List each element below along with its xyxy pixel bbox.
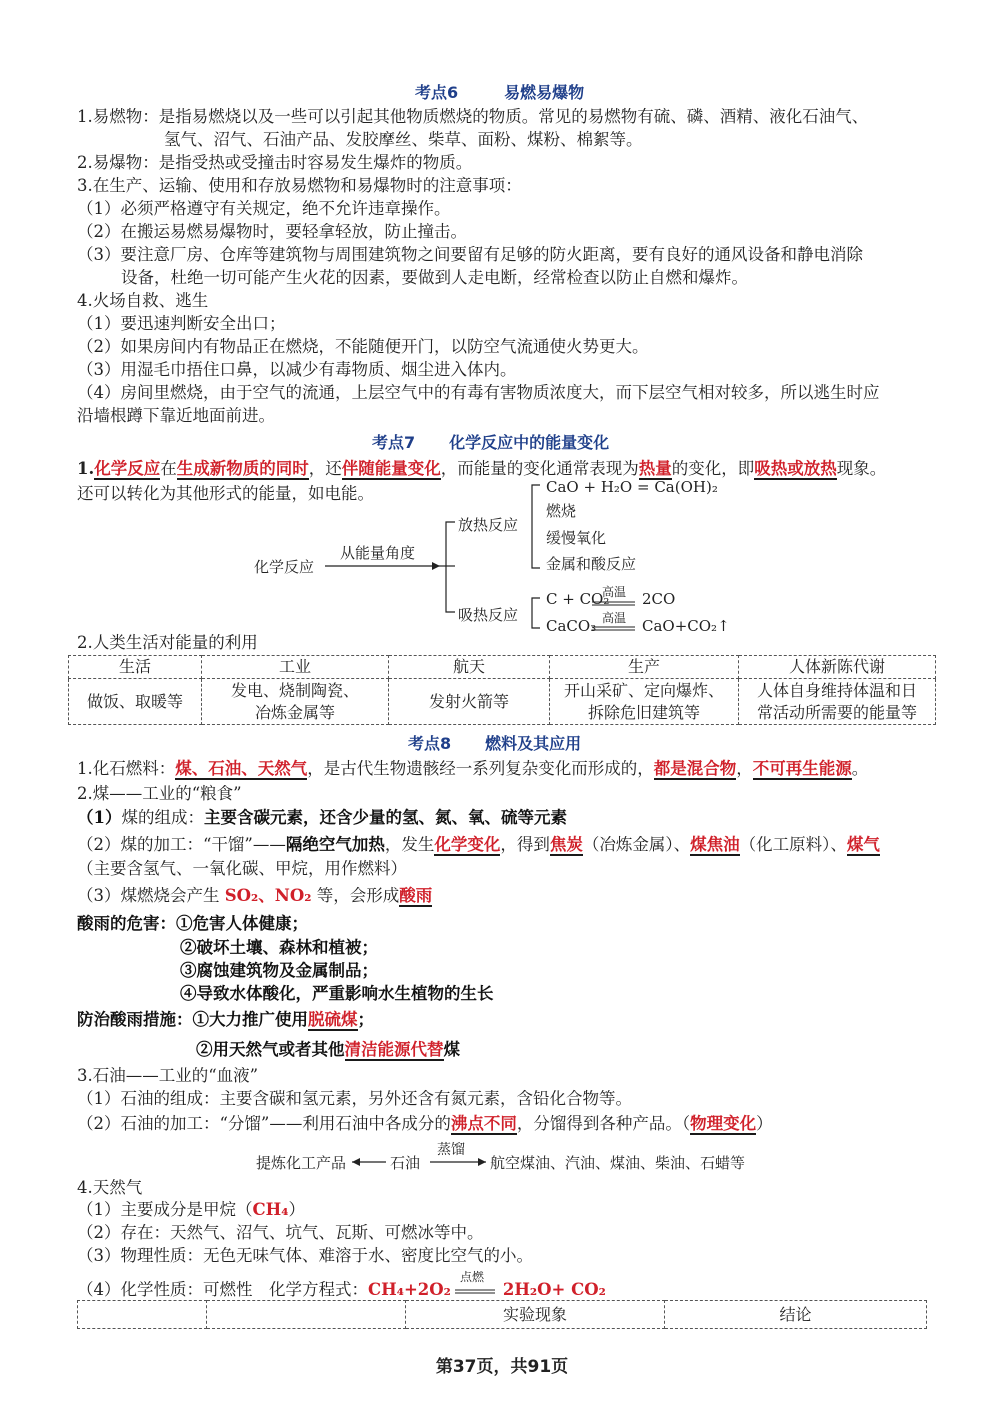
section-title: 化学反应中的能量变化 xyxy=(449,433,610,452)
text-line: （2）石油的加工：“分馏”——利用石油中各成分的沸点不同，分馏得到各种产品。（物理变化） xyxy=(77,1114,773,1133)
endo-eq-left: CaCO₃ xyxy=(546,617,597,635)
section-label: 考点8 xyxy=(408,734,452,753)
text-line: 3.在生产、运输、使用和存放易燃物和易爆物时的注意事项： xyxy=(77,176,522,195)
flow-label: 蒸馏 xyxy=(437,1142,465,1158)
exo-item: 金属和酸反应 xyxy=(546,555,637,573)
section-title: 燃料及其应用 xyxy=(485,734,582,753)
table-header-cell: 生活 xyxy=(69,656,202,679)
table-header-cell: 工业 xyxy=(202,656,389,679)
table-header-cell xyxy=(78,1301,207,1329)
table-header-cell: 人体新陈代谢 xyxy=(739,656,936,679)
table-header-cell: 生产 xyxy=(550,656,739,679)
table-header-cell xyxy=(207,1301,406,1329)
text-line: 2.人类生活对能量的利用 xyxy=(77,633,258,652)
table-row xyxy=(69,679,936,725)
exo-item: 缓慢氧化 xyxy=(546,529,607,547)
text-line: 1.化石燃料：煤、石油、天然气，是古代生物遗骸经一系列复杂变化而形成的，都是混合物，不可再生能源。 xyxy=(77,759,869,778)
text-line: ②用天然气或者其他清洁能源代替煤 xyxy=(196,1040,460,1059)
text-line: （2）如果房间内有物品正在燃烧，不能随便开门，以防空气流通使火势更大。 xyxy=(77,337,649,356)
text-line: （1）石油的组成：主要含碳和氢元素，另外还含有氮元素，含铅化合物等。 xyxy=(77,1089,632,1108)
text-line: 还可以转化为其他形式的能量，如电能。 xyxy=(77,484,374,503)
text-line: （主要含氢气、一氧化碳、甲烷，用作燃料） xyxy=(77,859,407,878)
text-line: （1）必须严格遵守有关规定，绝不允许违章操作。 xyxy=(77,199,451,218)
text-line: （4）房间里燃烧，由于空气的流通，上层空气中的有毒有害物质浓度大，而下层空气相对较多，所以逃生时应 xyxy=(77,383,880,402)
text-line: （2）煤的加工：“干馏”——隔绝空气加热，发生化学变化，得到焦炭（冶炼金属）、煤焦油（化工原料）、煤气 xyxy=(77,835,880,854)
text-line: （2）存在：天然气、沼气、坑气、瓦斯、可燃冰等中。 xyxy=(77,1223,484,1242)
flow-mid: 石油 xyxy=(390,1154,421,1172)
table-cell: 发射火箭等 xyxy=(389,679,550,725)
condition-label: 高温 xyxy=(602,611,627,625)
endothermic-label: 吸热反应 xyxy=(458,606,519,624)
endo-eq-right: CaO+CO₂↑ xyxy=(642,617,730,635)
table-header-cell: 结论 xyxy=(665,1301,927,1329)
text-line: （1）要迅速判断安全出口； xyxy=(77,314,286,333)
condition-label: 点燃 xyxy=(460,1270,485,1284)
endo-eq-left: C + CO₂ xyxy=(546,590,610,608)
section-label: 考点6 xyxy=(415,83,459,102)
text-line: （1）主要成分是甲烷（CH₄） xyxy=(77,1200,305,1219)
text-line: （3）用湿毛巾捂住口鼻，以减少有毒物质、烟尘进入体内。 xyxy=(77,360,517,379)
text-line: 2.易爆物：是指受热或受撞击时容易发生爆炸的物质。 xyxy=(77,153,473,172)
text-line: 防治酸雨措施：①大力推广使用脱硫煤； xyxy=(77,1010,374,1029)
table-cell: 做饭、取暖等 xyxy=(69,679,202,725)
text-line: （3）要注意厂房、仓库等建筑物与周围建筑物之间要留有足够的防火距离，要有良好的通风设备和静电消除 xyxy=(77,245,863,264)
text-line: 设备，杜绝一切可能产生火花的因素，要做到人走电断，经常检查以防止自燃和爆炸。 xyxy=(121,268,748,287)
text-line: （3）物理性质：无色无味气体、难溶于水、密度比空气的小。 xyxy=(77,1246,533,1265)
text-line: 沿墙根蹲下靠近地面前进。 xyxy=(77,406,275,425)
table-cell: 发电、烧制陶瓷、 冶炼金属等 xyxy=(202,679,389,725)
table-cell: 开山采矿、定向爆炸、 拆除危旧建筑等 xyxy=(550,679,739,725)
text-line: 氢气、沼气、石油产品、发胶摩丝、柴草、面粉、煤粉、棉絮等。 xyxy=(164,130,643,149)
text-line: ④导致水体酸化，严重影响水生植物的生长 xyxy=(180,984,494,1003)
text-line: （4）化学性质：可燃性 化学方程式：CH₄+2O₂ 2H₂O+ CO₂ xyxy=(77,1280,606,1299)
text-line: 酸雨的危害：①危害人体健康； xyxy=(77,914,308,933)
endo-eq-right: 2CO xyxy=(642,590,676,608)
text-line: （3）煤燃烧会产生 SO₂、NO₂ 等，会形成酸雨 xyxy=(77,886,433,905)
diagram-root: 化学反应 xyxy=(254,558,315,576)
exo-item: CaO + H₂O = Ca(OH)₂ xyxy=(546,478,718,496)
table-header-cell: 实验现象 xyxy=(406,1301,665,1329)
text-line: 1.易燃物：是指易燃烧以及一些可以引起其他物质燃烧的物质。常见的易燃物有硫、磷、酒精、液化石油气、 xyxy=(77,107,869,126)
energy-usage-table xyxy=(68,655,936,725)
table-header-row xyxy=(78,1301,927,1329)
exo-item: 燃烧 xyxy=(546,502,577,520)
section-title: 易燃易爆物 xyxy=(504,83,585,102)
table-cell: 人体自身维持体温和日 常活动所需要的能量等 xyxy=(739,679,936,725)
text-line: ③腐蚀建筑物及金属制品； xyxy=(180,961,378,980)
flow-right: 航空煤油、汽油、煤油、柴油、石蜡等 xyxy=(490,1154,746,1172)
text-line: 3.石油——工业的“血液” xyxy=(77,1066,259,1085)
flow-left: 提炼化工产品 xyxy=(256,1154,347,1172)
text-line: 4.天然气 xyxy=(77,1178,143,1197)
text-line: ②破坏土壤、森林和植被； xyxy=(180,938,378,957)
table-header-cell: 航天 xyxy=(389,656,550,679)
table-header-row xyxy=(69,656,936,679)
page-number: 第37页，共91页 xyxy=(435,1357,569,1377)
diagram-arrow-label: 从能量角度 xyxy=(340,544,416,562)
text-line: 2.煤——工业的“粮食” xyxy=(77,784,242,803)
text-line: （2）在搬运易燃易爆物时，要轻拿轻放，防止撞击。 xyxy=(77,222,467,241)
exothermic-label: 放热反应 xyxy=(458,516,519,534)
experiment-table xyxy=(77,1300,927,1329)
section-8-heading xyxy=(408,731,581,754)
section-label: 考点7 xyxy=(372,433,416,452)
condition-label: 高温 xyxy=(602,585,627,599)
text-line: 4.火场自救、逃生 xyxy=(77,291,209,310)
text-line: （1）煤的组成：主要含碳元素，还含少量的氢、氮、氧、硫等元素 xyxy=(77,808,567,827)
text-line: 1.化学反应在生成新物质的同时，还伴随能量变化，而能量的变化通常表现为热量的变化，即吸热或放热现象。 xyxy=(77,459,887,478)
